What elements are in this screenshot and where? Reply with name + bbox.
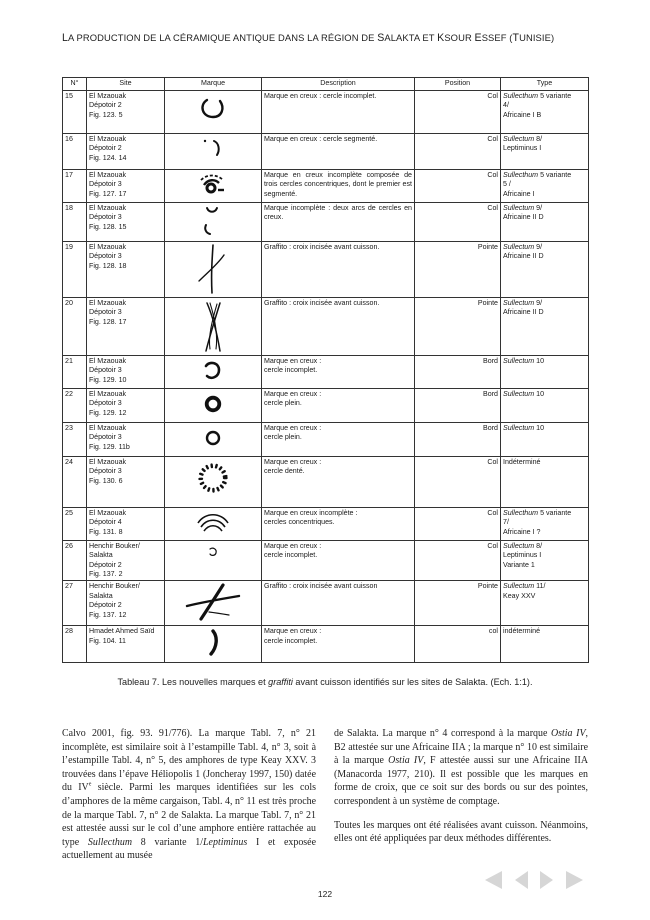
caption-text-end: avant cuisson identifiés sur les sites de Salakta. (Ech. 1:1). (292, 677, 533, 687)
type-text: 10 (534, 357, 545, 365)
cell-position: Pointe (415, 581, 501, 626)
text-run: 8 variante 1/ (132, 836, 204, 848)
cell-line: Graffito : croix incisée avant cuisson (264, 582, 378, 591)
cell-line: El Mzaouak (89, 171, 127, 179)
concentric-arcs-mark (167, 509, 259, 537)
cell-description (262, 298, 415, 356)
cell-type (501, 581, 589, 626)
paragraph (62, 727, 316, 863)
cell-description (262, 134, 415, 170)
type-text: 5 variante (538, 171, 572, 179)
cell-line (503, 213, 586, 222)
header-text-run: K (437, 32, 445, 44)
cell-line: Dépotoir 3 (89, 467, 122, 476)
table-row (63, 356, 589, 389)
cell-description (262, 242, 415, 298)
cell-mark (165, 389, 262, 423)
type-italic: Sullectum (503, 299, 535, 307)
italic-run: Ostia IV (550, 728, 586, 739)
header-text-run: S (377, 32, 385, 44)
cell-position: col (415, 626, 501, 663)
cell-line: cercles concentriques. (264, 518, 335, 527)
cell-type (501, 508, 589, 541)
type-italic: Sullecthum (503, 171, 539, 179)
type-text: Africaine I B (503, 110, 542, 119)
cross-graffito-mark-2 (167, 299, 259, 353)
cell-line: cercle incomplet. (264, 551, 318, 560)
cell-line: Dépotoir 3 (89, 180, 122, 189)
cell-num: 17 (63, 170, 87, 203)
body-column-right (334, 727, 588, 856)
table-row (63, 541, 589, 581)
cell-line: Marque incomplète : deux arcs de cercles en creux. (264, 204, 412, 222)
cell-description (262, 389, 415, 423)
cell-line: Hmadet Ahmed Saïd (89, 627, 155, 636)
cell-line (503, 92, 586, 101)
italic-run: Sullecthum (87, 836, 133, 848)
cell-line: Fig. 127. 17 (89, 189, 127, 198)
cell-description (262, 626, 415, 663)
header-type: Type (501, 78, 589, 91)
cell-line: El Mzaouak (89, 424, 127, 432)
cell-line (503, 528, 586, 537)
cell-type (501, 298, 589, 356)
header-position: Position (415, 78, 501, 91)
cell-line: Henchir Bouker/ (89, 542, 140, 550)
cell-line: El Mzaouak (89, 509, 127, 517)
cell-line (503, 252, 586, 261)
header-marque: Marque (165, 78, 262, 91)
large-cross-graffito-mark (167, 582, 259, 622)
table-row (63, 581, 589, 626)
cell-line: Graffito : croix incisée avant cuisson. (264, 243, 380, 251)
cell-description (262, 203, 415, 242)
cell-position: Col (415, 457, 501, 508)
type-text: 9/ (534, 243, 543, 251)
table-caption (62, 677, 588, 687)
type-text: Indéterminé (503, 458, 541, 466)
cell-line: Dépotoir 4 (89, 518, 122, 527)
cell-line: Salakta (89, 551, 113, 560)
type-text: 5 / (503, 180, 511, 189)
cell-line: Fig. 129. 10 (89, 375, 127, 384)
cell-line: Fig. 128. 18 (89, 261, 127, 270)
cell-description (262, 356, 415, 389)
arc-mark (167, 627, 259, 657)
type-italic: Sullectum (503, 243, 535, 251)
header-text-run: E (474, 32, 482, 44)
text-run: siècle. Parmi les marques identifiées sur les cols d’amphores de la même cargaison, Tabl. 4, n° 11 est très proche de la marque Tabl. 7, n° 2 de Salakta. La marque Tabl. 7, n° 21 est attestée aussi sur le col d’une amphore entière rattachée au type (62, 782, 316, 848)
cell-line: Fig. 104. 11 (89, 636, 126, 645)
page-number: 122 (317, 889, 333, 899)
cell-line: Fig. 129. 11b (89, 442, 130, 451)
cell-mark (165, 170, 262, 203)
cell-line: cercle denté. (264, 467, 305, 476)
table-row (63, 203, 589, 242)
text-run: , F attestée aussi sur une Africaine IIA (Manacorda 1977, 210). Il est possible que les marques en forme de croix, que ce soit sur des bords ou sur des pointes, correspondent à un système de comptage. (334, 755, 588, 807)
cell-line (503, 357, 586, 366)
segmented-circle-mark (167, 135, 259, 159)
cell-description (262, 508, 415, 541)
table-row (63, 91, 589, 134)
cell-position: Pointe (415, 298, 501, 356)
cell-line (503, 592, 586, 601)
cell-line: Dépotoir 2 (89, 101, 122, 110)
cell-line (503, 180, 586, 189)
superscript: e (88, 782, 92, 789)
cell-line: Dépotoir 3 (89, 308, 122, 317)
cell-type (501, 389, 589, 423)
cell-site (87, 356, 165, 389)
cell-line: Dépotoir 2 (89, 144, 122, 153)
header-text-run: A PRODUCTION DE LA CÉRAMIQUE ANTIQUE DANS LA RÉGION DE (68, 32, 378, 43)
italic-run: Ostia IV (388, 755, 424, 767)
cell-line: Marque en creux : (264, 542, 322, 550)
cell-line (503, 308, 586, 317)
cell-mark (165, 356, 262, 389)
text-run: , B2 attestée sur une Africaine IIA ; la marque n° 10 est similaire à la marque (334, 728, 588, 767)
cell-mark (165, 134, 262, 170)
page-navigation (482, 869, 592, 893)
cell-line (503, 627, 586, 636)
type-text: indéterminé (503, 627, 541, 636)
table-row (63, 423, 589, 457)
cell-line: Dépotoir 2 (89, 560, 122, 569)
table-row (63, 298, 589, 356)
table-row (63, 457, 589, 508)
cell-line: Fig. 124. 14 (89, 153, 127, 162)
table-header-row (63, 78, 589, 91)
cell-line (503, 390, 586, 399)
marks-table (62, 77, 589, 663)
cell-mark (165, 423, 262, 457)
cell-type (501, 203, 589, 242)
type-text: Variante 1 (503, 560, 535, 569)
cell-line (503, 135, 586, 144)
table-row (63, 626, 589, 663)
cell-type (501, 91, 589, 134)
table-row (63, 508, 589, 541)
cell-type (501, 134, 589, 170)
type-text: 10 (534, 424, 545, 432)
type-text: 5 variante (538, 92, 572, 100)
cell-line (503, 111, 586, 120)
cross-graffito-mark (167, 243, 259, 295)
cell-line (503, 243, 586, 252)
full-circle-mark-2 (167, 424, 259, 452)
cell-position: Pointe (415, 242, 501, 298)
cell-site (87, 170, 165, 203)
cell-line: Fig. 128. 15 (89, 222, 127, 231)
cell-num: 27 (63, 581, 87, 626)
type-text: 5 variante (538, 509, 572, 517)
type-text: Africaine I ? (503, 527, 541, 536)
cell-type (501, 626, 589, 663)
text-run: de Salakta. La marque n° 4 correspond à la marque (334, 728, 551, 739)
cell-line: El Mzaouak (89, 243, 127, 251)
header-text-run: UNISIE) (519, 32, 555, 43)
cell-num: 26 (63, 541, 87, 581)
cell-line (503, 171, 586, 180)
cell-line: Marque en creux : cercle incomplet. (264, 92, 377, 100)
type-text: 9/ (534, 299, 543, 307)
type-italic: Sullectum (503, 390, 535, 398)
cell-mark (165, 457, 262, 508)
cell-num: 28 (63, 626, 87, 663)
cell-position: Bord (415, 389, 501, 423)
cell-site (87, 242, 165, 298)
cell-line: Marque en creux : (264, 424, 322, 432)
cell-position: Col (415, 203, 501, 242)
cell-position: Col (415, 508, 501, 541)
paragraph (334, 727, 588, 809)
cell-line: Dépotoir 3 (89, 252, 122, 261)
cell-line (503, 101, 586, 110)
cell-description (262, 581, 415, 626)
cell-line: Fig. 137. 2 (89, 570, 123, 579)
incomplete-circle-mark (167, 92, 259, 122)
cell-type (501, 242, 589, 298)
incomplete-circle-mark-2 (167, 357, 259, 385)
header-num: N° (63, 78, 87, 91)
next-arrow-icon[interactable] (564, 869, 586, 891)
cell-mark (165, 541, 262, 581)
concentric-circles-mark (167, 171, 259, 199)
cell-line (503, 582, 586, 591)
cell-line: Fig. 137. 12 (89, 610, 127, 619)
cell-num: 23 (63, 423, 87, 457)
cell-line (503, 424, 586, 433)
type-text: 9/ (534, 204, 543, 212)
cell-description (262, 91, 415, 134)
caption-text: Tableau 7. Les nouvelles marques et (117, 677, 269, 687)
cell-line: El Mzaouak (89, 92, 127, 100)
full-circle-mark (167, 390, 259, 418)
cell-num: 19 (63, 242, 87, 298)
type-italic: Sullecthum (503, 92, 539, 100)
cell-num: 21 (63, 356, 87, 389)
text-run: Calvo 2001, fig. 93. 91/776). La marque Tabl. 7, n° 21 incomplète, est similaire soit à l’estampille Tabl. 4, n° 3, soit à l’estampille Tabl. 4, n° 5, des amphores de type Keay XXV. 3 trouvées dans l’épave Héliopolis 1 (Joncheray 1997, 150) datée du IV (62, 728, 316, 794)
cell-site (87, 626, 165, 663)
header-text-run: T (512, 32, 520, 44)
type-italic: Sullectum (503, 357, 535, 365)
cell-position: Bord (415, 356, 501, 389)
cell-line (503, 561, 586, 570)
type-italic: Sullectum (503, 424, 535, 432)
cell-mark (165, 508, 262, 541)
running-header (62, 32, 602, 44)
cell-line: El Mzaouak (89, 204, 127, 212)
cell-line: Graffito : croix incisée avant cuisson. (264, 299, 380, 307)
cell-type (501, 541, 589, 581)
cell-line (503, 144, 586, 153)
cell-mark (165, 298, 262, 356)
cell-line: Marque en creux : (264, 390, 322, 398)
header-description: Description (262, 78, 415, 91)
cell-line: cercle incomplet. (264, 636, 318, 645)
cell-type (501, 457, 589, 508)
cell-mark (165, 581, 262, 626)
cell-line: Marque en creux : (264, 627, 322, 636)
toothed-circle-mark (167, 458, 259, 498)
cell-position: Col (415, 134, 501, 170)
cell-site (87, 389, 165, 423)
cell-num: 18 (63, 203, 87, 242)
cell-line: Salakta (89, 591, 113, 600)
caption-italic: graffiti (268, 677, 293, 687)
cell-line: Fig. 128. 17 (89, 317, 127, 326)
cell-position: Col (415, 91, 501, 134)
type-text: 4/ (503, 101, 509, 110)
cell-description (262, 457, 415, 508)
cell-line: El Mzaouak (89, 390, 127, 398)
cell-line (503, 518, 586, 527)
cell-mark (165, 203, 262, 242)
cell-line: Dépotoir 2 (89, 601, 122, 610)
type-text: Africaine II D (503, 252, 544, 261)
type-text: 11/ (534, 582, 546, 591)
page-indicator-icon (514, 869, 554, 891)
cell-type (501, 423, 589, 457)
table-row (63, 389, 589, 423)
type-text: 7/ (503, 518, 509, 527)
cell-site (87, 423, 165, 457)
cell-num: 16 (63, 134, 87, 170)
cell-line: El Mzaouak (89, 357, 127, 365)
cell-line: Fig. 129. 12 (89, 408, 127, 417)
cell-mark (165, 626, 262, 663)
cell-line: Marque en creux incomplète : (264, 509, 358, 517)
cell-line: Fig. 130. 6 (89, 476, 123, 485)
header-text-run: SSEF ( (481, 32, 513, 43)
cell-position: Col (415, 170, 501, 203)
cell-line: Marque en creux incomplète composée de trois cercles concentriques, dont le premier est segmenté. (264, 171, 412, 198)
cell-description (262, 541, 415, 581)
cell-site (87, 508, 165, 541)
cell-site (87, 581, 165, 626)
type-italic: Sullectum (503, 542, 535, 550)
table-row (63, 170, 589, 203)
table-row (63, 134, 589, 170)
cell-description (262, 170, 415, 203)
cell-line (503, 551, 586, 560)
cell-site (87, 134, 165, 170)
header-text-run: SOUR (444, 32, 475, 43)
header-site: Site (87, 78, 165, 91)
cell-site (87, 457, 165, 508)
cell-mark (165, 242, 262, 298)
cell-line: Dépotoir 3 (89, 399, 122, 408)
prev-arrow-icon[interactable] (482, 869, 504, 891)
cell-line: El Mzaouak (89, 299, 127, 307)
type-italic: Sullectum (503, 582, 535, 591)
cell-mark (165, 91, 262, 134)
cell-num: 15 (63, 91, 87, 134)
type-text: Leptiminus I (503, 551, 542, 560)
cell-line (503, 458, 586, 467)
header-text-run: ALAKTA ET (384, 32, 438, 43)
cell-line: cercle plein. (264, 433, 302, 442)
cell-line: Dépotoir 3 (89, 366, 122, 375)
cell-line: Fig. 131. 8 (89, 527, 123, 536)
type-text: Keay XXV (503, 591, 536, 600)
cell-line: Marque en creux : cercle segmenté. (264, 135, 378, 143)
type-text: Africaine II D (503, 213, 544, 222)
text-run: Toutes les marques ont été réalisées avant cuisson. Néanmoins, elles ont été appliquées par deux méthodes différentes. (334, 819, 588, 845)
cell-num: 25 (63, 508, 87, 541)
cell-line (503, 204, 586, 213)
cell-site (87, 91, 165, 134)
type-italic: Sullectum (503, 204, 535, 212)
cell-num: 20 (63, 298, 87, 356)
text-run: I et exposée actuellement au musée (62, 836, 316, 862)
type-text: 10 (534, 390, 545, 398)
cell-num: 24 (63, 457, 87, 508)
cell-line: Dépotoir 3 (89, 213, 122, 222)
italic-run: Leptiminus (203, 836, 248, 848)
cell-position: Bord (415, 423, 501, 457)
cell-line: El Mzaouak (89, 135, 127, 143)
cell-site (87, 203, 165, 242)
paragraph (334, 819, 588, 846)
cell-line (503, 542, 586, 551)
cell-description (262, 423, 415, 457)
small-circle-mark (167, 542, 259, 562)
cell-num: 22 (63, 389, 87, 423)
type-italic: Sullecthum (503, 509, 539, 517)
type-text: Africaine II D (503, 308, 544, 317)
two-arcs-mark (167, 204, 259, 238)
cell-position: Col (415, 541, 501, 581)
cell-line: Marque en creux : (264, 357, 322, 365)
cell-line: Marque en creux : (264, 458, 322, 466)
cell-site (87, 298, 165, 356)
type-text: Africaine I (503, 189, 535, 198)
cell-line: Henchir Bouker/ (89, 582, 140, 591)
type-text: 8/ (534, 135, 543, 143)
cell-line: cercle plein. (264, 399, 302, 408)
cell-line: El Mzaouak (89, 458, 127, 466)
body-column-left (62, 727, 316, 873)
cell-line: cercle incomplet. (264, 366, 318, 375)
cell-site (87, 541, 165, 581)
cell-line (503, 509, 586, 518)
type-italic: Sullectum (503, 135, 535, 143)
type-text: Leptiminus I (503, 144, 542, 153)
cell-line: Dépotoir 3 (89, 433, 122, 442)
header-text-run: L (62, 32, 68, 44)
type-text: 8/ (534, 542, 543, 550)
cell-type (501, 356, 589, 389)
cell-line (503, 190, 586, 199)
table-row (63, 242, 589, 298)
cell-line: Fig. 123. 5 (89, 110, 123, 119)
cell-type (501, 170, 589, 203)
cell-line (503, 299, 586, 308)
